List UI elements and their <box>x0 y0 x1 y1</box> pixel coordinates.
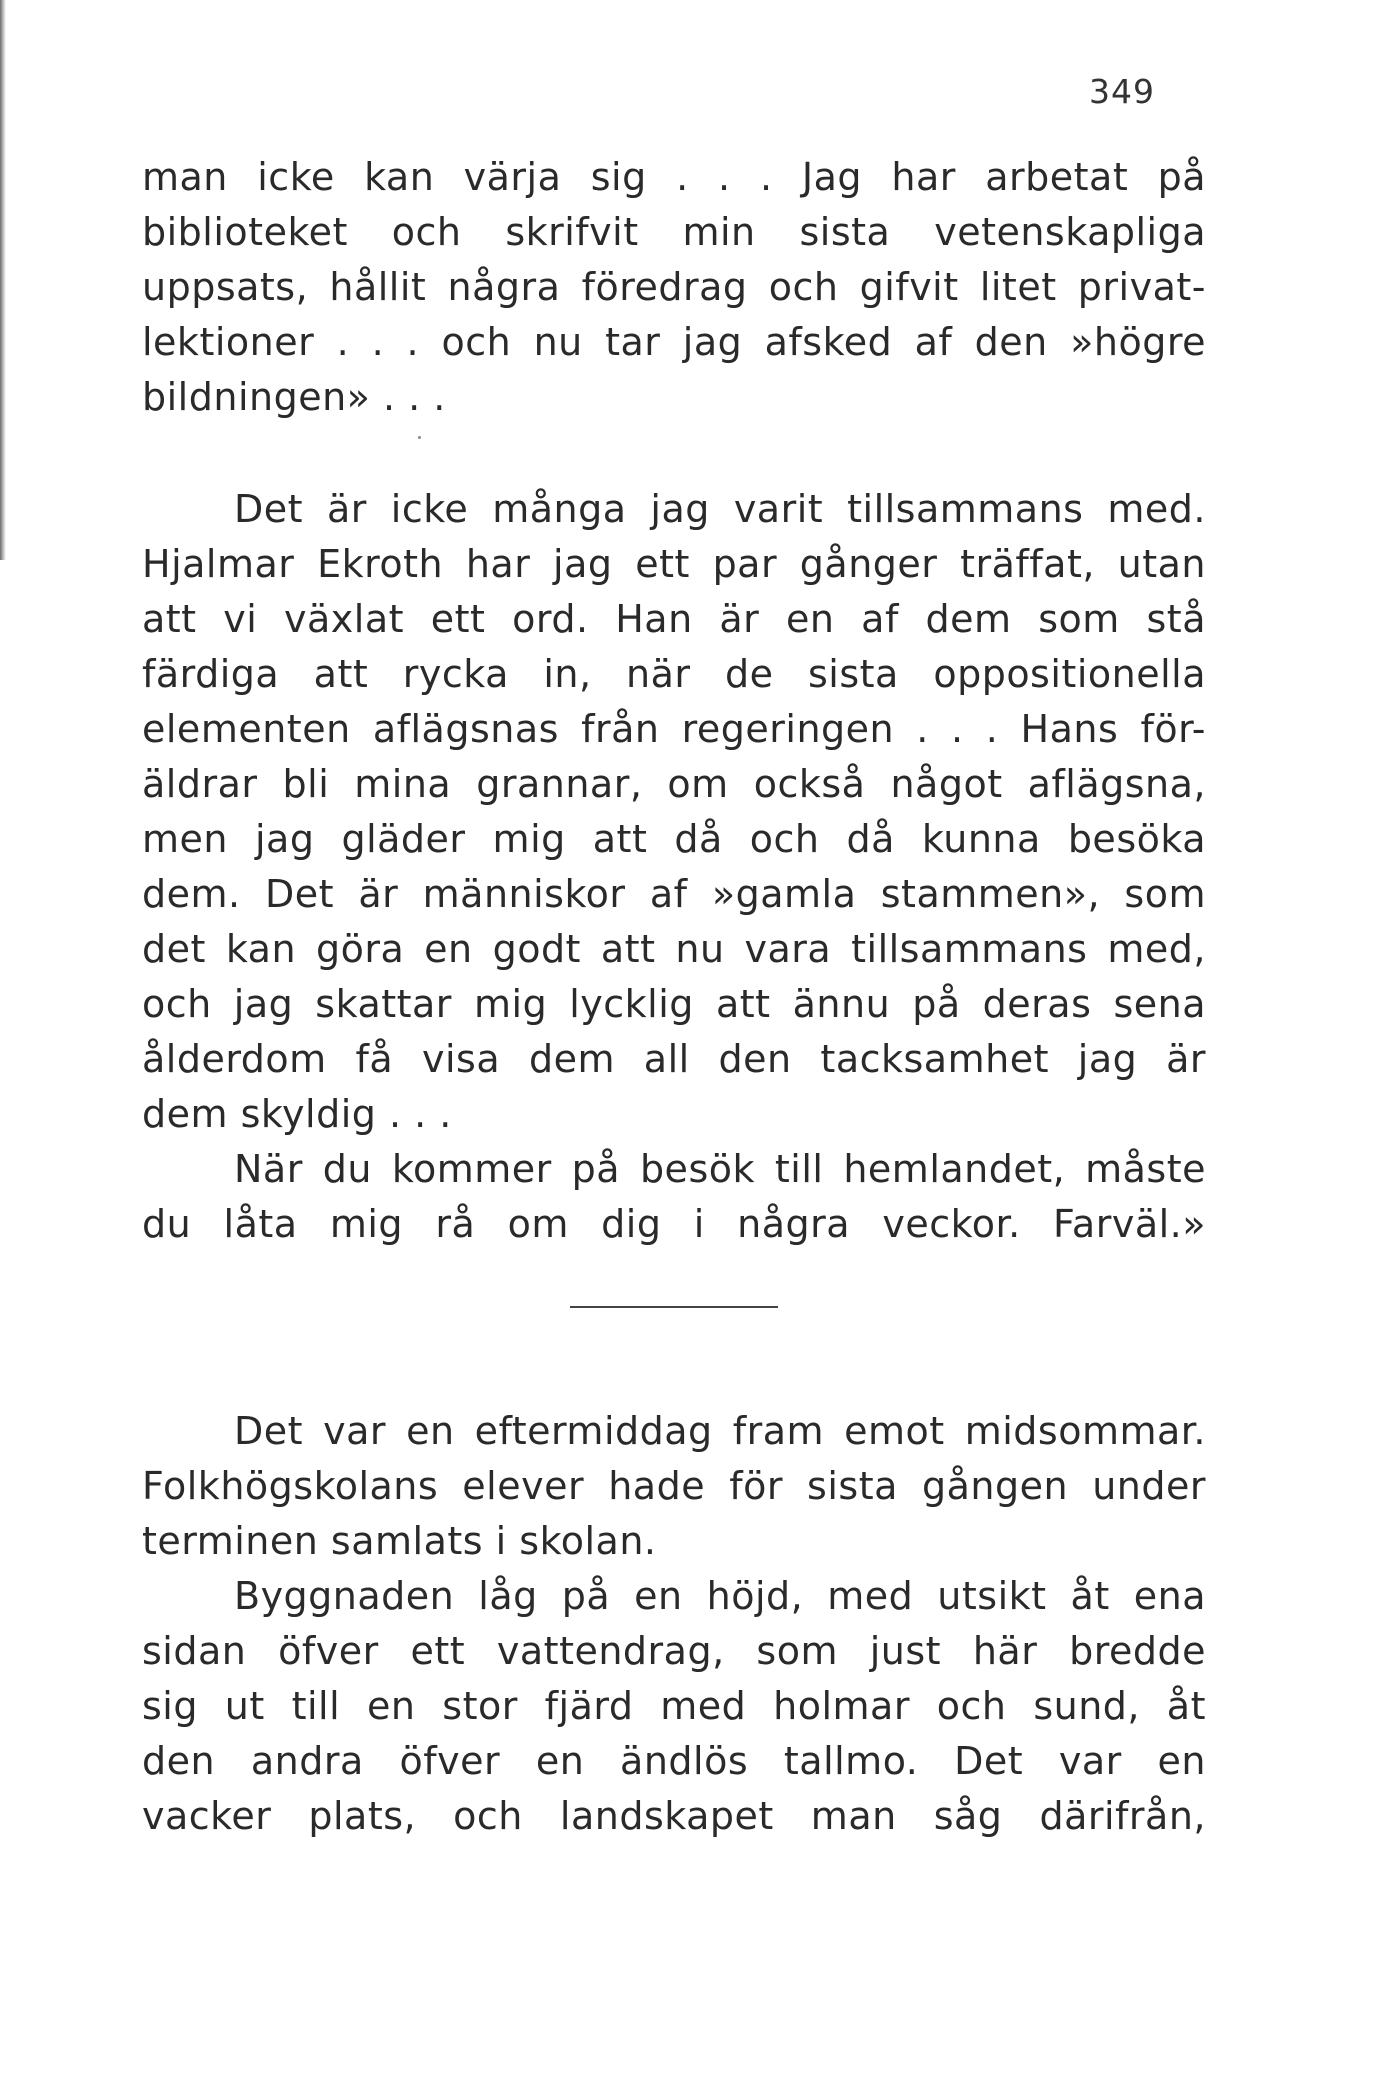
text-line: dem. Det är människor af »gamla stammen», som <box>142 872 1206 916</box>
text-line: dem skyldig . . . <box>142 1092 452 1136</box>
text-line: vacker plats, och landskapet man såg därifrån, <box>142 1794 1206 1838</box>
section-divider-rule <box>570 1306 778 1308</box>
paragraph-new-section <box>142 1404 1206 1844</box>
text-line: du låta mig rå om dig i några veckor. Farväl.» <box>142 1202 1206 1246</box>
paragraph-letter-ending <box>142 150 1206 425</box>
text-line: När du kommer på besök till hemlandet, måste <box>234 1147 1206 1191</box>
text-line: sidan öfver ett vattendrag, som just här bredde <box>142 1629 1206 1673</box>
text-line: sig ut till en stor fjärd med holmar och sund, åt <box>142 1684 1206 1728</box>
text-line: elementen aflägsnas från regeringen . . . Hans för- <box>142 707 1206 751</box>
text-line: bildningen» . . . <box>142 375 446 419</box>
page-number: 349 <box>1089 72 1155 111</box>
text-line: Hjalmar Ekroth har jag ett par gånger träffat, utan <box>142 542 1206 586</box>
page-binding-edge <box>0 0 6 560</box>
text-line: det kan göra en godt att nu vara tillsammans med, <box>142 927 1206 971</box>
text-line: och jag skattar mig lycklig att ännu på deras sena <box>142 982 1206 1026</box>
text-line: biblioteket och skrifvit min sista vetenskapliga <box>142 210 1206 254</box>
text-line: Det är icke många jag varit tillsammans med. <box>234 487 1206 531</box>
text-line: man icke kan värja sig . . . Jag har arbetat på <box>142 155 1206 199</box>
text-line: Byggnaden låg på en höjd, med utsikt åt ena <box>234 1574 1206 1618</box>
text-line: färdiga att rycka in, när de sista oppositionella <box>142 652 1206 696</box>
text-line: ålderdom få visa dem all den tacksamhet jag är <box>142 1037 1206 1081</box>
stray-print-mark <box>418 436 421 439</box>
text-line: Folkhögskolans elever hade för sista gången under <box>142 1464 1206 1508</box>
text-line: uppsats, hållit några föredrag och gifvit litet privat- <box>142 265 1206 309</box>
text-line: äldrar bli mina grannar, om också något aflägsna, <box>142 762 1206 806</box>
text-line: Det var en eftermiddag fram emot midsommar. <box>234 1409 1206 1453</box>
paragraph-acquaintances <box>142 482 1206 1252</box>
text-line: terminen samlats i skolan. <box>142 1519 657 1563</box>
text-line: men jag gläder mig att då och då kunna besöka <box>142 817 1206 861</box>
text-line: att vi växlat ett ord. Han är en af dem som stå <box>142 597 1206 641</box>
text-line: den andra öfver en ändlös tallmo. Det var en <box>142 1739 1206 1783</box>
text-line: lektioner . . . och nu tar jag afsked af den »högre <box>142 320 1206 364</box>
